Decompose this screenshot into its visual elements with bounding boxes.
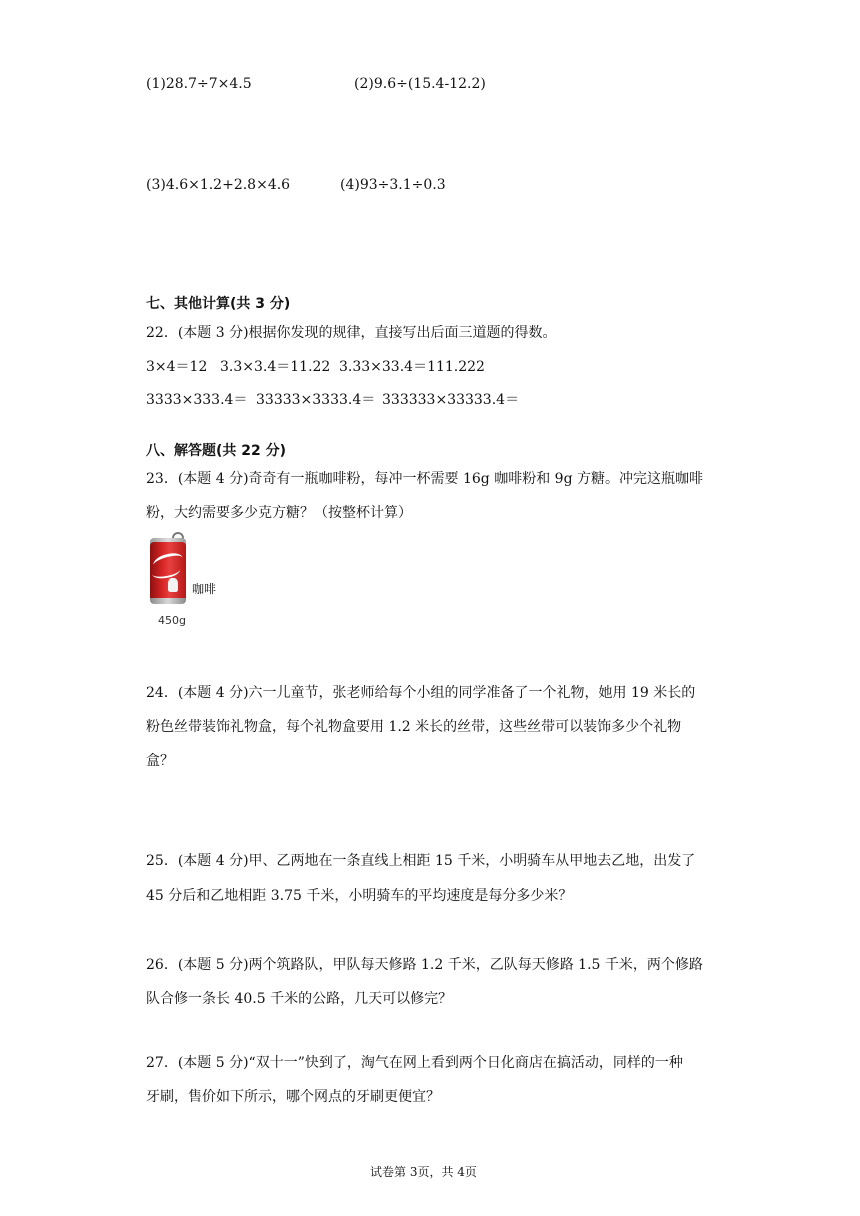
coffee-can-image	[146, 532, 226, 628]
ask-1: 3333×333.4＝	[146, 392, 248, 408]
pattern-3: 3.33×33.4＝111.222	[339, 359, 485, 375]
ask-2: 33333×3333.4＝	[256, 392, 376, 408]
question-25-line-1: 25．(本题 4 分)甲、乙两地在一条直线上相距 15 千米，小明骑车从甲地去乙地，出发了	[146, 853, 696, 869]
page-footer: 试卷第 3页，共 4页	[370, 1165, 477, 1179]
section-7-heading: 七、其他计算(共 3 分)	[146, 296, 291, 312]
question-24-line-2: 粉色丝带装饰礼物盒，每个礼物盒要用 1.2 米长的丝带，这些丝带可以装饰多少个礼物	[146, 719, 682, 735]
question-26-line-1: 26．(本题 5 分)两个筑路队，甲队每天修路 1.2 千米，乙队每天修路 1.5 千米，两个修路	[146, 957, 703, 973]
calc-item-1: (1)28.7÷7×4.5	[146, 76, 252, 92]
question-27-line-2: 牙刷，售价如下所示，哪个网点的牙刷更便宜？	[146, 1089, 440, 1105]
question-23-line-1: 23．(本题 4 分)奇奇有一瓶咖啡粉，每冲一杯需要 16g 咖啡粉和 9g 方糖。冲完这瓶咖啡	[146, 471, 703, 487]
question-22: 22．(本题 3 分)根据你发现的规律，直接写出后面三道题的得数。	[146, 325, 557, 341]
question-25-line-2: 45 分后和乙地相距 3.75 千米，小明骑车的平均速度是每分多少米？	[146, 888, 573, 904]
pattern-2: 3.3×3.4＝11.22	[220, 359, 331, 375]
pattern-1: 3×4＝12	[146, 359, 208, 375]
question-24-line-3: 盒？	[146, 753, 174, 769]
question-24-line-1: 24．(本题 4 分)六一儿童节，张老师给每个小组的同学准备了一个礼物，她用 19 米长的	[146, 685, 696, 701]
coffee-weight: 450g	[158, 614, 186, 627]
question-26-line-2: 队合修一条长 40.5 千米的公路，几天可以修完？	[146, 991, 453, 1007]
coffee-label: 咖啡	[192, 582, 217, 596]
section-8-heading: 八、解答题(共 22 分)	[146, 443, 287, 459]
calc-item-3: (3)4.6×1.2+2.8×4.6	[146, 177, 291, 193]
question-23-line-2: 粉，大约需要多少克方糖？（按整杯计算）	[146, 505, 412, 521]
calc-item-2: (2)9.6÷(15.4-12.2)	[354, 76, 486, 92]
calc-item-4: (4)93÷3.1÷0.3	[340, 177, 446, 193]
question-27-line-1: 27．(本题 5 分)“双十一”快到了，淘气在网上看到两个日化商店在搞活动，同样的一种	[146, 1055, 683, 1071]
ask-3: 333333×33333.4＝	[382, 392, 520, 408]
